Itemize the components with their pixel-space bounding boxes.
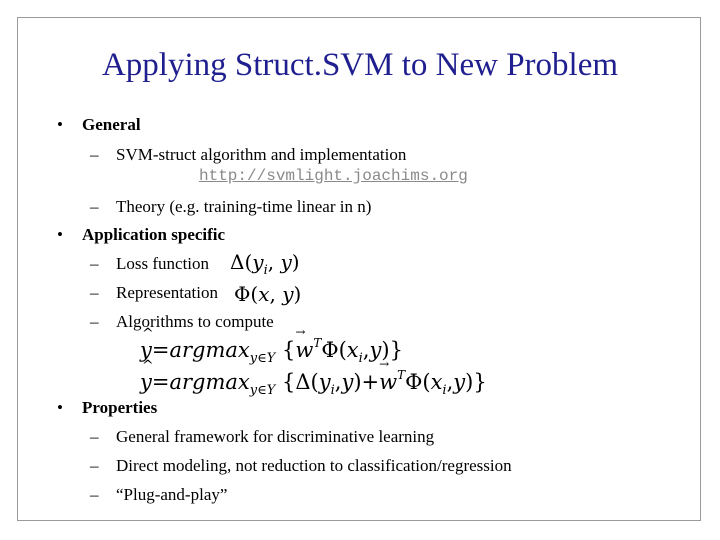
item-loss-function — [90, 254, 209, 274]
item-plug-and-play — [90, 485, 227, 505]
item-general-framework — [90, 427, 434, 447]
bullet-properties: • — [57, 398, 63, 417]
item-representation — [90, 283, 218, 303]
dash-marker: – — [90, 197, 99, 216]
bullet-general: • — [57, 115, 63, 134]
item-svm-struct — [90, 145, 406, 165]
dash-marker: – — [90, 254, 99, 273]
heading-properties: Properties — [82, 398, 158, 417]
dash-marker: – — [90, 145, 99, 164]
dash-marker: – — [90, 427, 99, 446]
heading-general: General — [82, 115, 141, 134]
item-text: General framework for discriminative learning — [116, 427, 435, 446]
item-text: SVM-struct algorithm and implementation — [116, 145, 407, 164]
item-text: Direct modeling, not reduction to classification/regression — [116, 456, 512, 475]
heading-application: Application specific — [82, 225, 226, 244]
dash-marker: – — [90, 283, 99, 302]
representation-formula: Φ(x, y) — [234, 282, 302, 306]
item-text: Representation — [116, 283, 218, 302]
dash-marker: – — [90, 312, 99, 331]
argmax-formula-1: ^ y=argmax$_{y\in Y}$ {→ $w^T\Phi(x_i,y)$} — [140, 336, 403, 366]
item-text: “Plug-and-play” — [116, 485, 228, 504]
item-algorithms — [90, 312, 274, 332]
item-text: Algorithms to compute — [116, 312, 274, 331]
item-text: Theory (e.g. training-time linear in n) — [116, 197, 372, 216]
item-theory — [90, 197, 371, 217]
item-text: Loss function — [116, 254, 210, 273]
bullet-application: • — [57, 225, 63, 244]
url-link[interactable]: http://svmlight.joachims.org — [199, 167, 468, 185]
dash-marker: – — [90, 485, 99, 504]
argmax-formula-2: ^ y=argmax$_{y\in Y}$ $\{\Delta(y_i,y)+\to w^T\Phi(x_i,y)\}$ — [140, 368, 487, 398]
loss-formula: $\Delta(y_i$, y) — [230, 250, 300, 278]
dash-marker: – — [90, 456, 99, 475]
item-direct-modeling — [90, 456, 512, 476]
slide-title: Applying Struct.SVM to New Problem — [101, 47, 619, 83]
